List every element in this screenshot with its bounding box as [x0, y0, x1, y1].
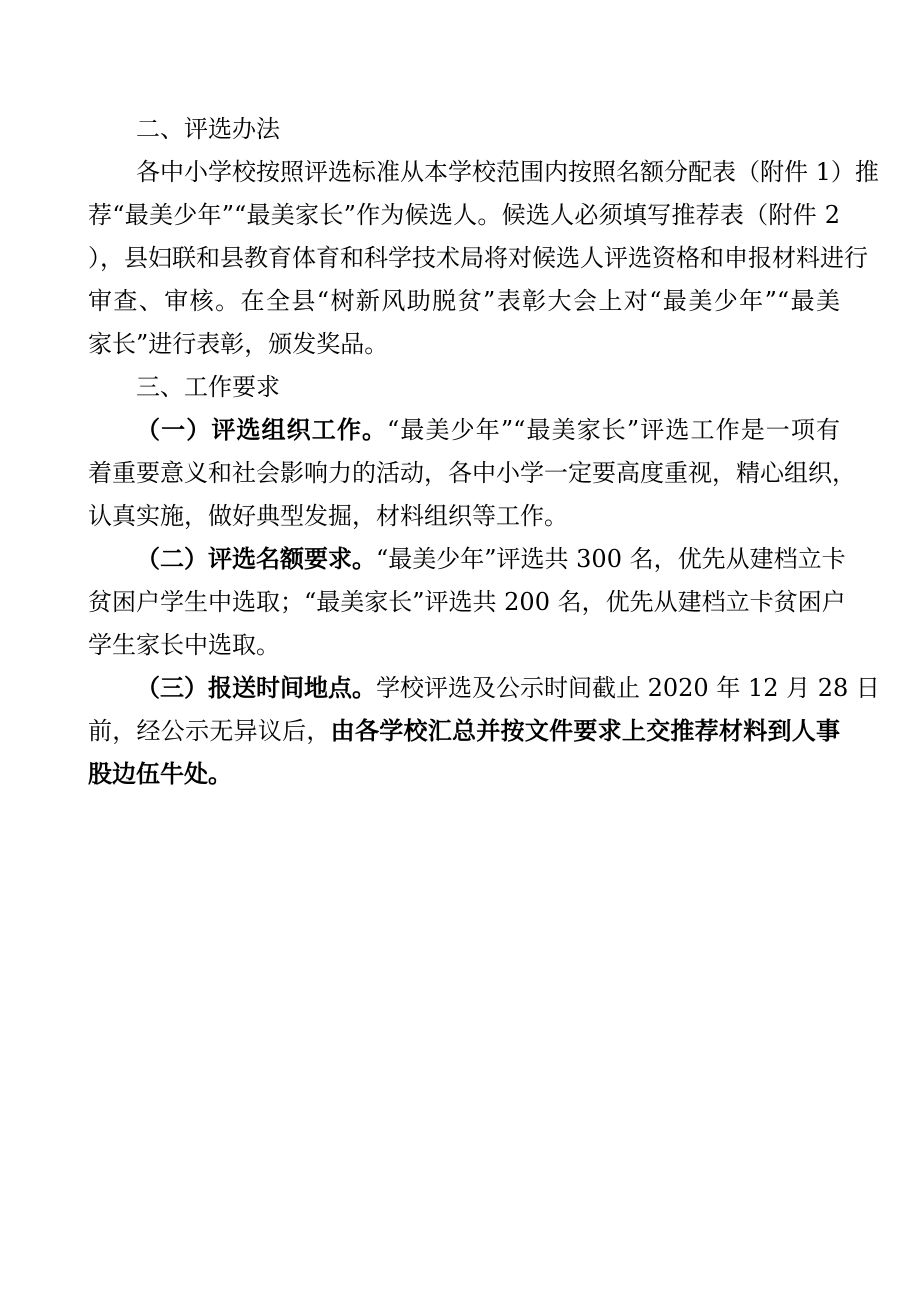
section-heading-work-requirements: 三、工作要求 — [136, 373, 280, 401]
item3-text-bold: 由各学校汇总并按文件要求上交推荐材料到人事 — [330, 717, 841, 745]
item2-title: （二）评选名额要求。 — [136, 545, 376, 573]
item3-text: 学校评选及公示时间截止 2020 年 12 月 28 日 — [376, 674, 880, 702]
item2-line1 — [88, 538, 846, 581]
section-heading-evaluation-method: 二、评选办法 — [136, 115, 280, 143]
item1-text: “最美少年”“最美家长”评选工作是一项有 — [387, 416, 841, 444]
item2-text: “最美少年”评选共 300 名，优先从建档立卡 — [376, 545, 846, 573]
item3-text-normal: 前，经公示无异议后， — [88, 717, 331, 745]
paragraph-line: 荐“最美少年”“最美家长”作为候选人。候选人必须填写推荐表（附件 2 — [88, 201, 840, 229]
item3-line2 — [88, 710, 840, 753]
item3-line1 — [88, 667, 880, 710]
paragraph-line: ），县妇联和县教育体育和科学技术局将对候选人评选资格和申报材料进行 — [88, 244, 868, 272]
item1-line1 — [88, 409, 840, 452]
item1-line2: 着重要意义和社会影响力的活动，各中小学一定要高度重视，精心组织， — [88, 459, 856, 487]
item3-title: （三）报送时间地点。 — [136, 674, 376, 702]
item3-line3: 股边伍牛处。 — [88, 760, 232, 788]
paragraph-line: 审查、审核。在全县“树新风助脱贫”表彰大会上对“最美少年”“最美 — [88, 287, 840, 315]
item1-line3: 认真实施，做好典型发掘，材料组织等工作。 — [88, 502, 568, 530]
document-body — [88, 108, 880, 796]
item2-line3: 学生家长中选取。 — [88, 631, 280, 659]
item1-title: （一）评选组织工作。 — [136, 416, 388, 444]
paragraph-line: 家长”进行表彰，颁发奖品。 — [88, 330, 389, 358]
paragraph-line: 各中小学校按照评选标准从本学校范围内按照名额分配表（附件 1）推 — [136, 158, 879, 186]
item2-line2: 贫困户学生中选取；“最美家长”评选共 200 名，优先从建档立卡贫困户 — [88, 588, 846, 616]
